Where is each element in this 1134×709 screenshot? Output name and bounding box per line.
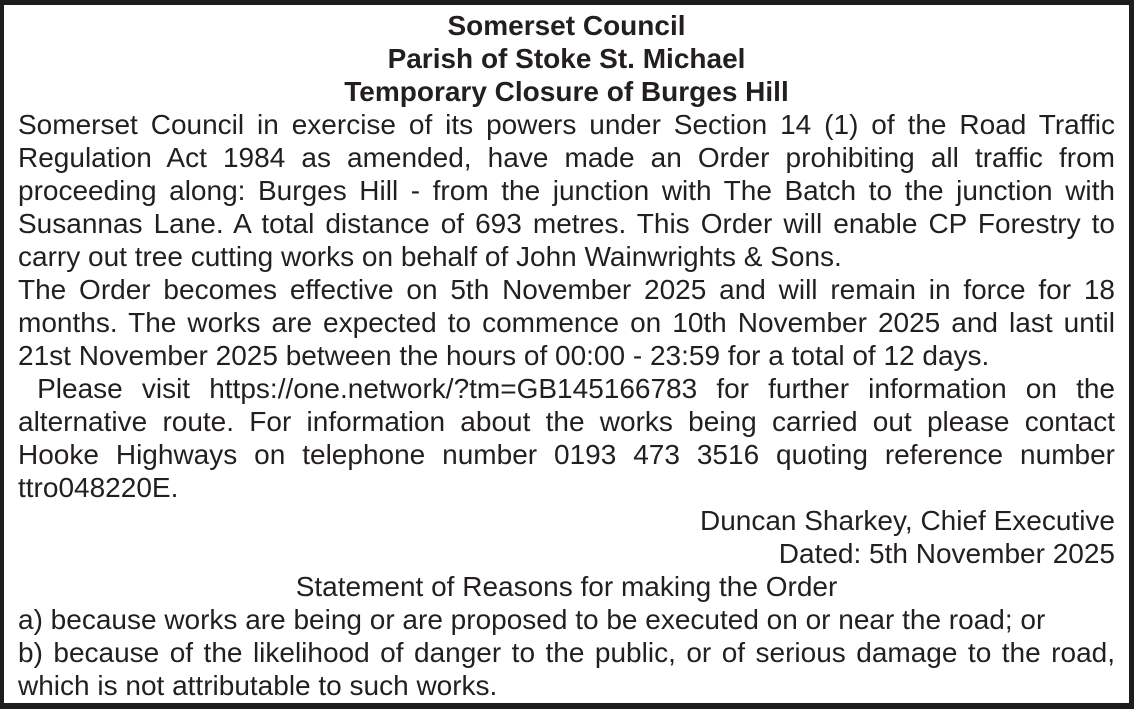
statement-of-reasons-heading: Statement of Reasons for making the Order [295, 571, 838, 602]
notice-paragraph-contact: Please visit https://one.network/?tm=GB145166783 for further information on the alternative route. For information about the works being carried out please contact Hooke Highways on telephone number 0193 473 3516 quoting reference number ttro048220E. [18, 373, 1123, 503]
notice-paragraph-order: Somerset Council in exercise of its powers under Section 14 (1) of the Road Traffic Regulation Act 1984 as amended, have made an Order prohibiting all traffic from proceeding along: Burges Hill - from the junction with The Batch to the junction with Susannas Lane. A total distance of 693 metres. This Order will enable CP Forestry to carry out tree cutting works on behalf of John Wainwrights & Sons. [18, 109, 1123, 272]
reason-a: a) because works are being or are proposed to be executed on or near the road; or [18, 604, 1046, 635]
dated-line: Dated: 5th November 2025 [778, 538, 1115, 569]
notice-subject-title: Temporary Closure of Burges Hill [344, 76, 789, 107]
signature-line: Duncan Sharkey, Chief Executive [699, 505, 1115, 536]
notice-parish-title: Parish of Stoke St. Michael [387, 43, 746, 74]
notice-authority-title: Somerset Council [447, 10, 686, 41]
reason-b: b) because of the likelihood of danger to the public, or of serious damage to the road, which is not attributable to such works. [18, 637, 1123, 701]
notice-paragraph-dates: The Order becomes effective on 5th November 2025 and will remain in force for 18 months. The works are expected to commence on 10th November 2025 and last until 21st November 2025 between the hours of 00:00 - 23:59 for a total of 12 days. [18, 274, 1123, 371]
